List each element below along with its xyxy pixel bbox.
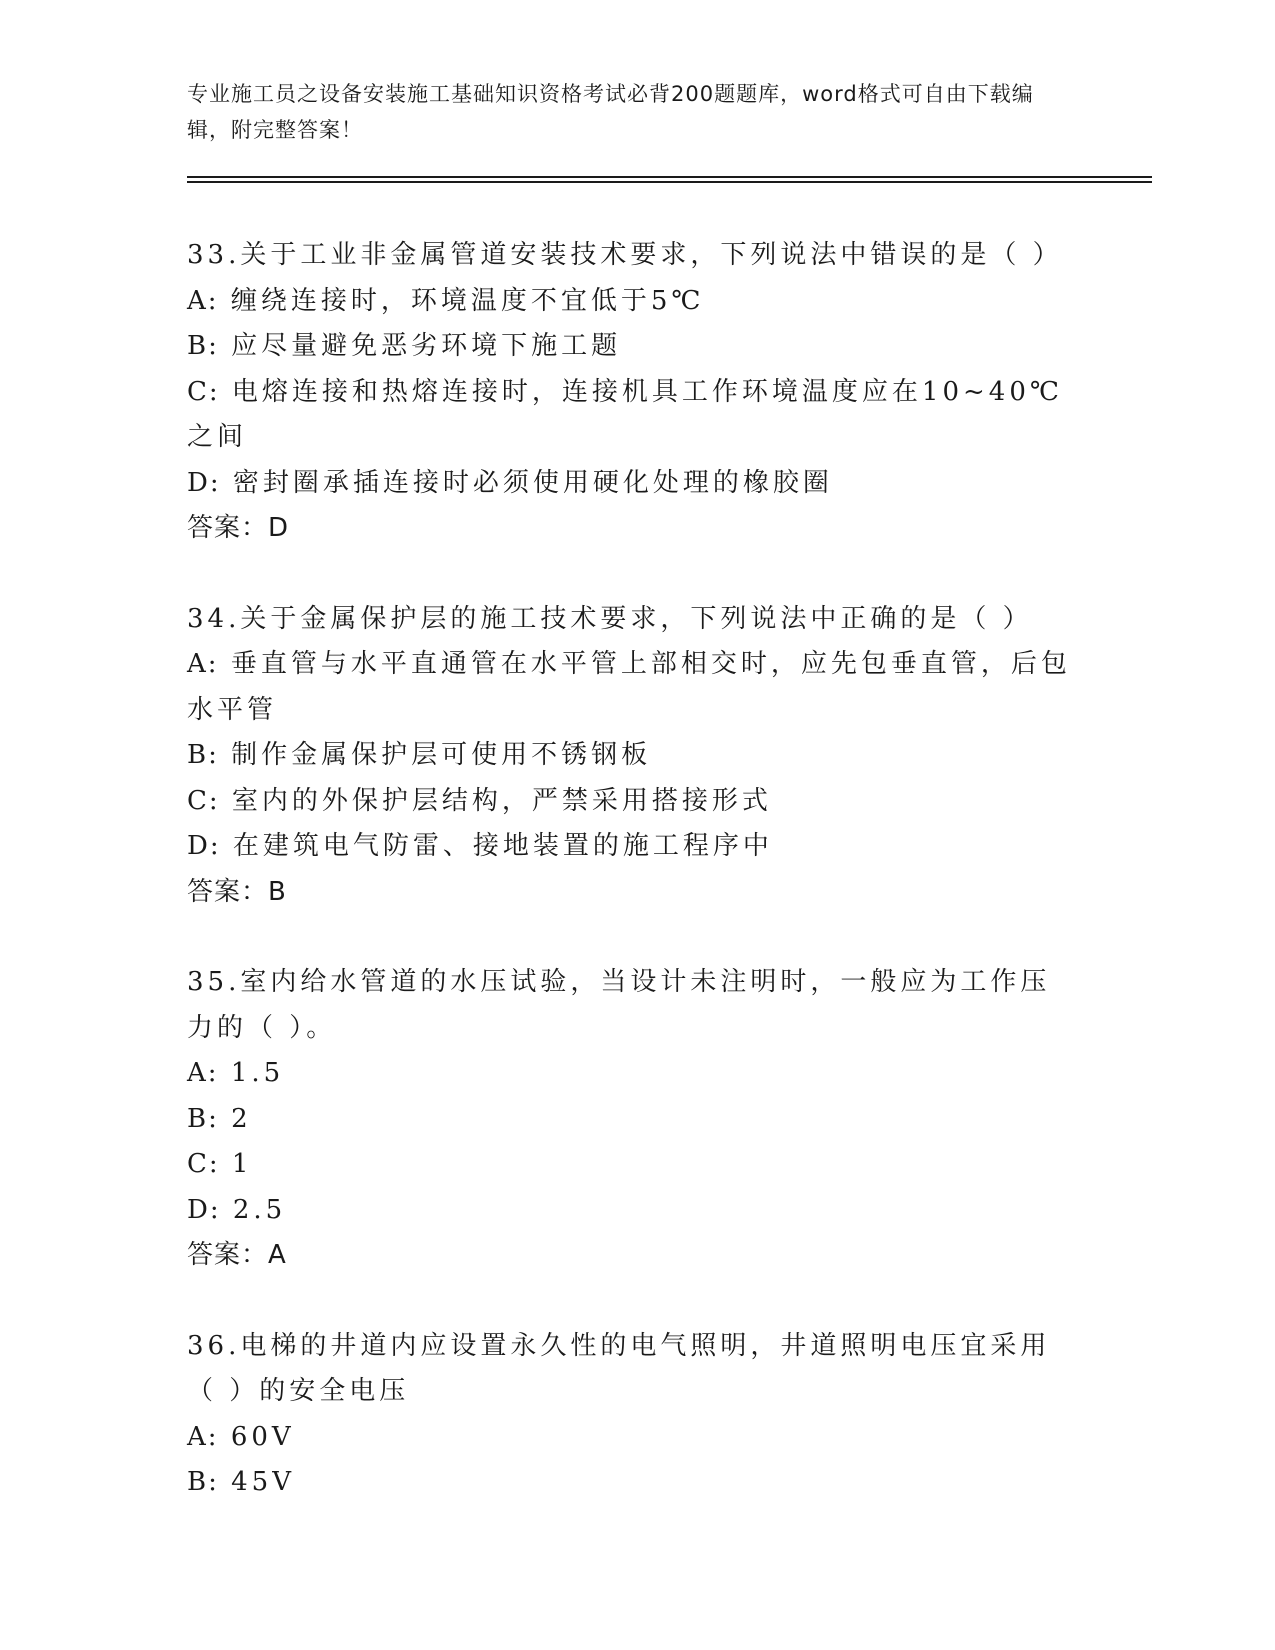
option-text: 密封圈承插连接时必须使用硬化处理的橡胶圈 [232, 467, 833, 498]
answer-line: 答案：B [187, 876, 287, 907]
answer-line: 答案：A [187, 1240, 287, 1270]
header-divider-bottom [187, 181, 1152, 183]
question-list [187, 233, 1077, 1551]
question-33 [187, 233, 1077, 552]
option-label: D: [187, 467, 221, 498]
option-label: C: [187, 1149, 220, 1179]
option-text: 45V [231, 1467, 296, 1497]
header-divider-top [187, 176, 1152, 178]
document-header: 专业施工员之设备安装施工基础知识资格考试必背200题题库，word格式可自由下载编辑，附完整答案！ [187, 82, 1034, 142]
option-text: 制作金属保护层可使用不锈钢板 [231, 740, 652, 770]
option-label: B: [187, 1103, 219, 1134]
option-text: 60V [230, 1421, 295, 1452]
question-34 [187, 597, 1077, 916]
option-c [187, 779, 1077, 825]
option-d [187, 1188, 1077, 1234]
question-stem: 33.关于工业非金属管道安装技术要求，下列说法中错误的是（ ） [187, 240, 1063, 270]
option-a [187, 642, 1077, 733]
option-text: 2 [231, 1103, 252, 1134]
option-label: C: [187, 785, 220, 816]
option-label: B: [187, 1467, 219, 1497]
option-text: 2.5 [232, 1194, 287, 1225]
answer-line: 答案：D [187, 513, 290, 543]
option-text: 电熔连接和热熔连接时，连接机具工作环境温度应在10~40℃之间 [187, 376, 1063, 452]
question-stem: 35.室内给水管道的水压试验，当设计未注明时，一般应为工作压力的（ ）。 [187, 967, 1051, 1043]
option-label: D: [187, 831, 221, 861]
option-text: 在建筑电气防雷、接地装置的施工程序中 [232, 831, 773, 861]
option-text: 应尽量避免恶劣环境下施工题 [231, 331, 622, 361]
question-36 [187, 1324, 1077, 1506]
option-b [187, 1460, 1077, 1506]
option-d [187, 461, 1077, 507]
option-label: B: [187, 740, 219, 770]
option-c [187, 370, 1077, 461]
option-label: C: [187, 376, 220, 407]
option-d [187, 824, 1077, 870]
option-label: A: [187, 649, 219, 679]
option-a [187, 1051, 1077, 1097]
option-a [187, 279, 1077, 325]
option-b [187, 1097, 1077, 1143]
option-a [187, 1415, 1077, 1461]
option-b [187, 324, 1077, 370]
option-b [187, 733, 1077, 779]
option-label: A: [187, 1421, 219, 1452]
question-stem: 34.关于金属保护层的施工技术要求，下列说法中正确的是（ ） [187, 603, 1033, 634]
option-text: 垂直管与水平直通管在水平管上部相交时，应先包垂直管，后包水平管 [187, 649, 1071, 725]
option-text: 1.5 [230, 1058, 285, 1088]
option-text: 室内的外保护层结构，严禁采用搭接形式 [231, 785, 772, 816]
question-35 [187, 960, 1077, 1279]
option-text: 1 [231, 1149, 253, 1179]
option-label: D: [187, 1194, 221, 1225]
option-label: B: [187, 331, 219, 361]
option-label: A: [187, 285, 219, 316]
option-text: 缠绕连接时，环境温度不宜低于5℃ [230, 285, 705, 316]
question-stem: 36.电梯的井道内应设置永久性的电气照明，井道照明电压宜采用（ ）的安全电压 [187, 1330, 1051, 1406]
option-c [187, 1142, 1077, 1188]
option-label: A: [187, 1058, 219, 1088]
